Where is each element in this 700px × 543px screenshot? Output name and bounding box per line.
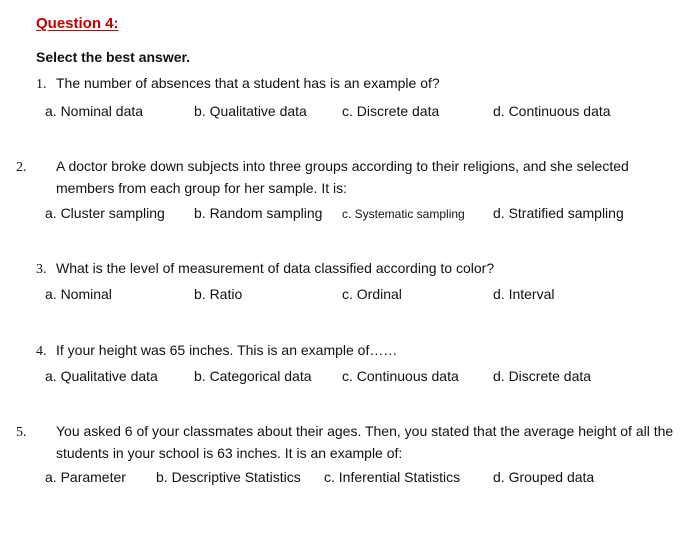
question-4-option-d[interactable]: d. Discrete data [493, 368, 592, 384]
question-5-option-d[interactable]: d. Grouped data [493, 469, 595, 485]
question-3-option-b[interactable]: b. Ratio [194, 286, 243, 302]
question-title: Question 4: [36, 15, 119, 32]
question-5-number: 5. [16, 425, 27, 440]
question-1-option-d[interactable]: d. Continuous data [493, 103, 611, 119]
question-3-text: What is the level of measurement of data classified according to color? [56, 260, 495, 276]
question-3-option-d[interactable]: d. Interval [493, 286, 555, 302]
question-1-option-b[interactable]: b. Qualitative data [194, 103, 307, 119]
question-2-option-d[interactable]: d. Stratified sampling [493, 205, 624, 221]
question-3-option-c[interactable]: c. Ordinal [342, 286, 402, 302]
question-5-option-a[interactable]: a. Parameter [45, 469, 126, 485]
question-5-text: You asked 6 of your classmates about their ages. Then, you stated that the average height of all the students in your school is 63 inches. It is an example of: [56, 423, 674, 461]
question-5-option-c[interactable]: c. Inferential Statistics [324, 469, 461, 485]
question-3-number: 3. [36, 262, 47, 277]
instruction-text: Select the best answer. [36, 49, 191, 65]
question-3-stem [36, 258, 666, 280]
question-4-option-b[interactable]: b. Categorical data [194, 368, 312, 384]
question-4-option-c[interactable]: c. Continuous data [342, 368, 459, 384]
question-1-number: 1. [36, 77, 47, 92]
question-4-text: If your height was 65 inches. This is an example of…… [56, 342, 398, 358]
question-4-stem [36, 340, 666, 362]
question-1-text: The number of absences that a student has is an example of? [56, 75, 440, 91]
question-3-option-a[interactable]: a. Nominal [45, 286, 112, 302]
question-1-stem [36, 73, 666, 95]
question-1-option-a[interactable]: a. Nominal data [45, 103, 144, 119]
question-2-option-b[interactable]: b. Random sampling [194, 205, 323, 221]
question-5-option-b[interactable]: b. Descriptive Statistics [156, 469, 301, 485]
question-1-option-c[interactable]: c. Discrete data [342, 103, 440, 119]
question-5-stem [16, 421, 686, 463]
question-2-text: A doctor broke down subjects into three groups according to their religions, and she selected members from each group for her sample. It is: [56, 158, 629, 196]
question-4-number: 4. [36, 344, 47, 359]
question-2-number: 2. [16, 160, 27, 175]
question-2-option-a[interactable]: a. Cluster sampling [45, 205, 165, 221]
question-4-option-a[interactable]: a. Qualitative data [45, 368, 158, 384]
question-2-option-c[interactable]: c. Systematic sampling [342, 207, 465, 221]
question-2-stem [16, 156, 682, 198]
